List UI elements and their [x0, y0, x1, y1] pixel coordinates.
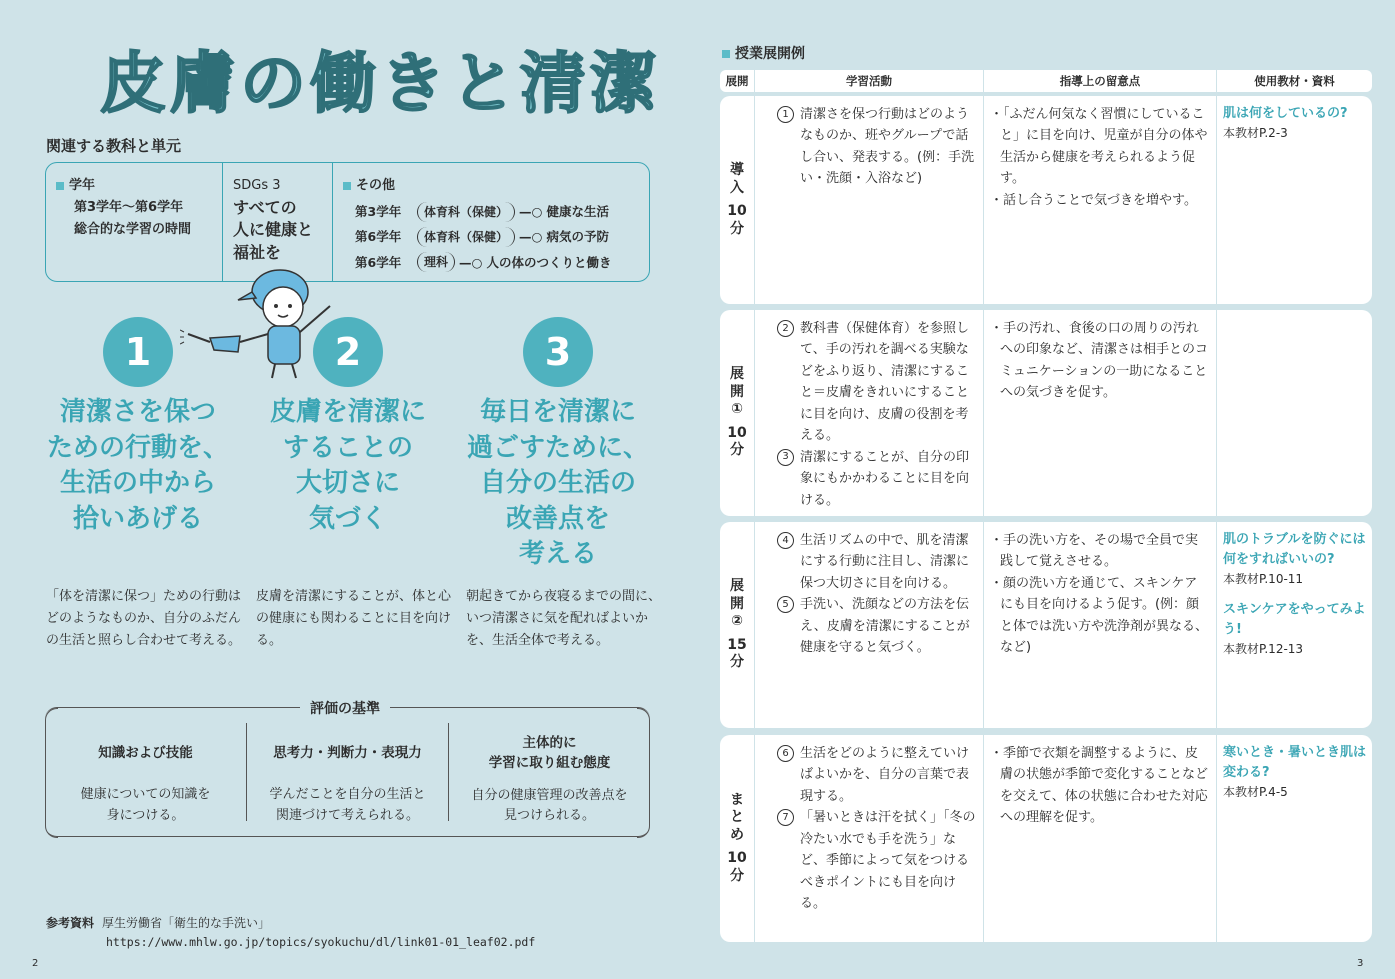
materials-cell [1217, 96, 1372, 304]
material-title: 寒いとき・暑いとき肌は変わる? [1223, 745, 1367, 781]
materials-cell [1217, 310, 1372, 516]
other-unit: 健康な生活 [546, 204, 609, 220]
activity-cell [755, 735, 984, 942]
evaluation-heading: 思考力・判断力・表現力 [273, 744, 422, 761]
activity-cell [755, 310, 984, 516]
other-unit: 病気の予防 [546, 229, 609, 245]
material-title: 肌は何をしているの? [1223, 106, 1348, 121]
material-title: 肌のトラブルを防ぐには何をすればいいの? [1223, 532, 1366, 568]
evaluation-description: 学んだことを自分の生活と 関連づけて考えられる。 [269, 787, 426, 823]
activity-item: 2 教科書（保健体育）を参照して、手の汚れを調べる実験などをふり返り、清潔にすること＝皮膚をきれいにすることに目を向け、皮膚の役割を考える。 [800, 318, 977, 447]
other-label: その他 [356, 178, 396, 193]
page-number-right: 3 [1357, 958, 1364, 969]
point-heading-2: 皮膚を清潔に することの 大切さに 気づく [269, 397, 426, 534]
other-item [343, 252, 639, 273]
note-item: ・季節で衣類を調整するように、皮膚の状態が季節で変化することなどを交えて、体の状態に合わせた対応への理解を促す。 [990, 746, 1209, 826]
number-badge: 5 [777, 596, 794, 613]
activity-cell [755, 522, 984, 728]
other-column [333, 163, 649, 281]
evaluation-description: 自分の健康管理の改善点を 見つけられる。 [471, 787, 628, 824]
point-description-3: 朝起きてから夜寝るまでの間に、いつ清潔さに気を配ればよいかを、生活全体で考える。 [466, 589, 662, 649]
note-item: ・話し合うことで気づきを増やす。 [990, 192, 1197, 208]
activity-item: 4 生活リズムの中で、肌を清潔にする行動に注目し、清潔に保つ大切さに目を向ける。 [800, 530, 977, 594]
sdg-text: すべての [233, 198, 297, 218]
child-watering-illustration [180, 262, 335, 382]
reference-label: 参考資料 [46, 916, 95, 930]
other-grade: 第3学年 [355, 204, 402, 220]
sdg-text: 人に健康と [233, 220, 314, 240]
note-item: ・手の汚れ、食後の口の周りの汚れへの印象など、清潔さは相手とのコミュニケーションの一助になることへの気づきを促す。 [990, 321, 1209, 401]
material-page: 本教材P.12-13 [1223, 642, 1304, 657]
point-heading-1: 清潔さを保つ ための行動を、 生活の中から 拾いあげる [46, 397, 229, 534]
header-notes: 指導上の留意点 [984, 70, 1217, 92]
table-row [720, 522, 1372, 728]
evaluation-column [246, 723, 448, 821]
material-page: 本教材P.2-3 [1223, 126, 1288, 141]
note-item: ・手の洗い方を、その場で全員で実践して覚えさせる。 [990, 533, 1199, 570]
evaluation-column [45, 708, 246, 836]
other-grade: 第6学年 [355, 254, 402, 270]
evaluation-heading: 知識および技能 [98, 744, 193, 761]
activity-item: 3 清潔にすることが、自分の印象にもかかわることに目を向ける。 [800, 447, 977, 511]
sdg-text: 福祉を [233, 242, 282, 262]
material-title: スキンケアをやってみよう! [1223, 602, 1366, 638]
page-number-left: 2 [32, 958, 39, 969]
other-item [343, 226, 639, 247]
other-subject: 体育科（保健） [417, 202, 515, 222]
subjects-heading: 関連する教科と単元 [46, 137, 182, 155]
other-subject: 体育科（保健） [417, 227, 515, 247]
activity-item: 1 清潔さを保つ行動はどのようなものか、班やグループで話し合い、発表する。(例：手洗い・洗顔・入浴など) [800, 104, 977, 190]
reference-url[interactable]: https://www.mhlw.go.jp/topics/syokuchu/dl/link01-01_leaf02.pdf [106, 935, 536, 950]
evaluation-column [448, 723, 650, 824]
square-bullet-icon [343, 182, 351, 190]
point-number-2: 2 [313, 317, 383, 387]
number-badge: 7 [777, 809, 794, 826]
square-bullet-icon [722, 50, 730, 58]
page-title: 皮膚の働きと清潔 [100, 45, 660, 122]
reference [46, 913, 535, 953]
activity-item: 5 手洗い、洗顔などの方法を伝え、皮膚を清潔にすることが健康を守ると気づく。 [800, 594, 977, 658]
square-bullet-icon [56, 182, 64, 190]
activity-item: 7 「暑いときは汗を拭く」「冬の冷たい水でも手を洗う」など、季節によって気をつけるべきポイントにも目を向ける。 [800, 807, 977, 914]
evaluation-description: 健康についての知識を 身につける。 [80, 787, 211, 823]
activity-item: 6 生活をどのように整えていけばよいかを、自分の言葉で表現する。 [800, 743, 977, 807]
table-header [720, 70, 1372, 92]
stage-cell: ま と め 10 分 [720, 735, 755, 942]
notes-cell [984, 96, 1217, 304]
point-number-3: 3 [523, 317, 593, 387]
materials-cell [1217, 522, 1372, 728]
notes-cell [984, 522, 1217, 728]
point-number-1: 1 [103, 317, 173, 387]
number-badge: 6 [777, 745, 794, 762]
arrow-icon: —○ [519, 229, 543, 245]
arrow-icon: —○ [459, 254, 483, 270]
subjects-box [45, 162, 650, 282]
stage-cell: 導 入 10 分 [720, 96, 755, 304]
number-badge: 2 [777, 320, 794, 337]
point-description-2: 皮膚を清潔にすることが、体と心の健康にも関わることに目を向ける。 [256, 589, 452, 649]
materials-cell [1217, 735, 1372, 942]
number-badge: 3 [777, 449, 794, 466]
other-unit: 人の体のつくりと働き [486, 254, 612, 270]
point-heading-3: 毎日を清潔に 過ごすために、 自分の生活の 改善点を 考える [466, 397, 649, 570]
grade-label: 学年 [69, 178, 96, 193]
point-description-1: 「体を清潔に保つ」ための行動はどのようなものか、自分のふだんの生活と照らし合わせて考える。 [46, 589, 242, 649]
arrow-icon: —○ [519, 204, 543, 220]
note-item: ・顔の洗い方を通じて、スキンケアにも目を向けるよう促す。(例：顔と体では洗い方や洗浄剤が異なる、など) [990, 575, 1209, 656]
header-activity: 学習活動 [755, 70, 984, 92]
other-subject: 理科 [417, 252, 455, 272]
stage-cell: 展 開 ① 10 分 [720, 310, 755, 516]
table-row [720, 96, 1372, 304]
notes-cell [984, 310, 1217, 516]
lesson-heading: 授業展開例 [722, 43, 805, 63]
header-stage: 展開 [720, 70, 755, 92]
header-materials: 使用教材・資料 [1254, 74, 1335, 88]
notes-cell [984, 735, 1217, 942]
number-badge: 1 [777, 106, 794, 123]
note-item: ・「ふだん何気なく習慣にしていること」に目を向け、児童が自分の体や生活から健康を考えられるよう促す。 [990, 107, 1208, 187]
other-grade: 第6学年 [355, 229, 402, 245]
stage-cell: 展 開 ② 15 分 [720, 522, 755, 728]
material-page: 本教材P.4-5 [1223, 785, 1288, 800]
table-row [720, 735, 1372, 942]
table-row [720, 310, 1372, 516]
grade-line: 第3学年〜第6学年 [74, 200, 184, 216]
number-badge: 4 [777, 532, 794, 549]
grade-line: 総合的な学習の時間 [74, 222, 192, 238]
sdg-label: SDGs 3 [233, 178, 281, 193]
evaluation-heading: 主体的に 学習に取り組む態度 [488, 735, 611, 772]
reference-text: 厚生労働省「衛生的な手洗い」 [102, 916, 271, 930]
other-item [343, 201, 639, 222]
activity-cell [755, 96, 984, 304]
evaluation-box [45, 707, 650, 837]
evaluation-title: 評価の基準 [300, 698, 390, 718]
material-page: 本教材P.10-11 [1223, 572, 1304, 587]
